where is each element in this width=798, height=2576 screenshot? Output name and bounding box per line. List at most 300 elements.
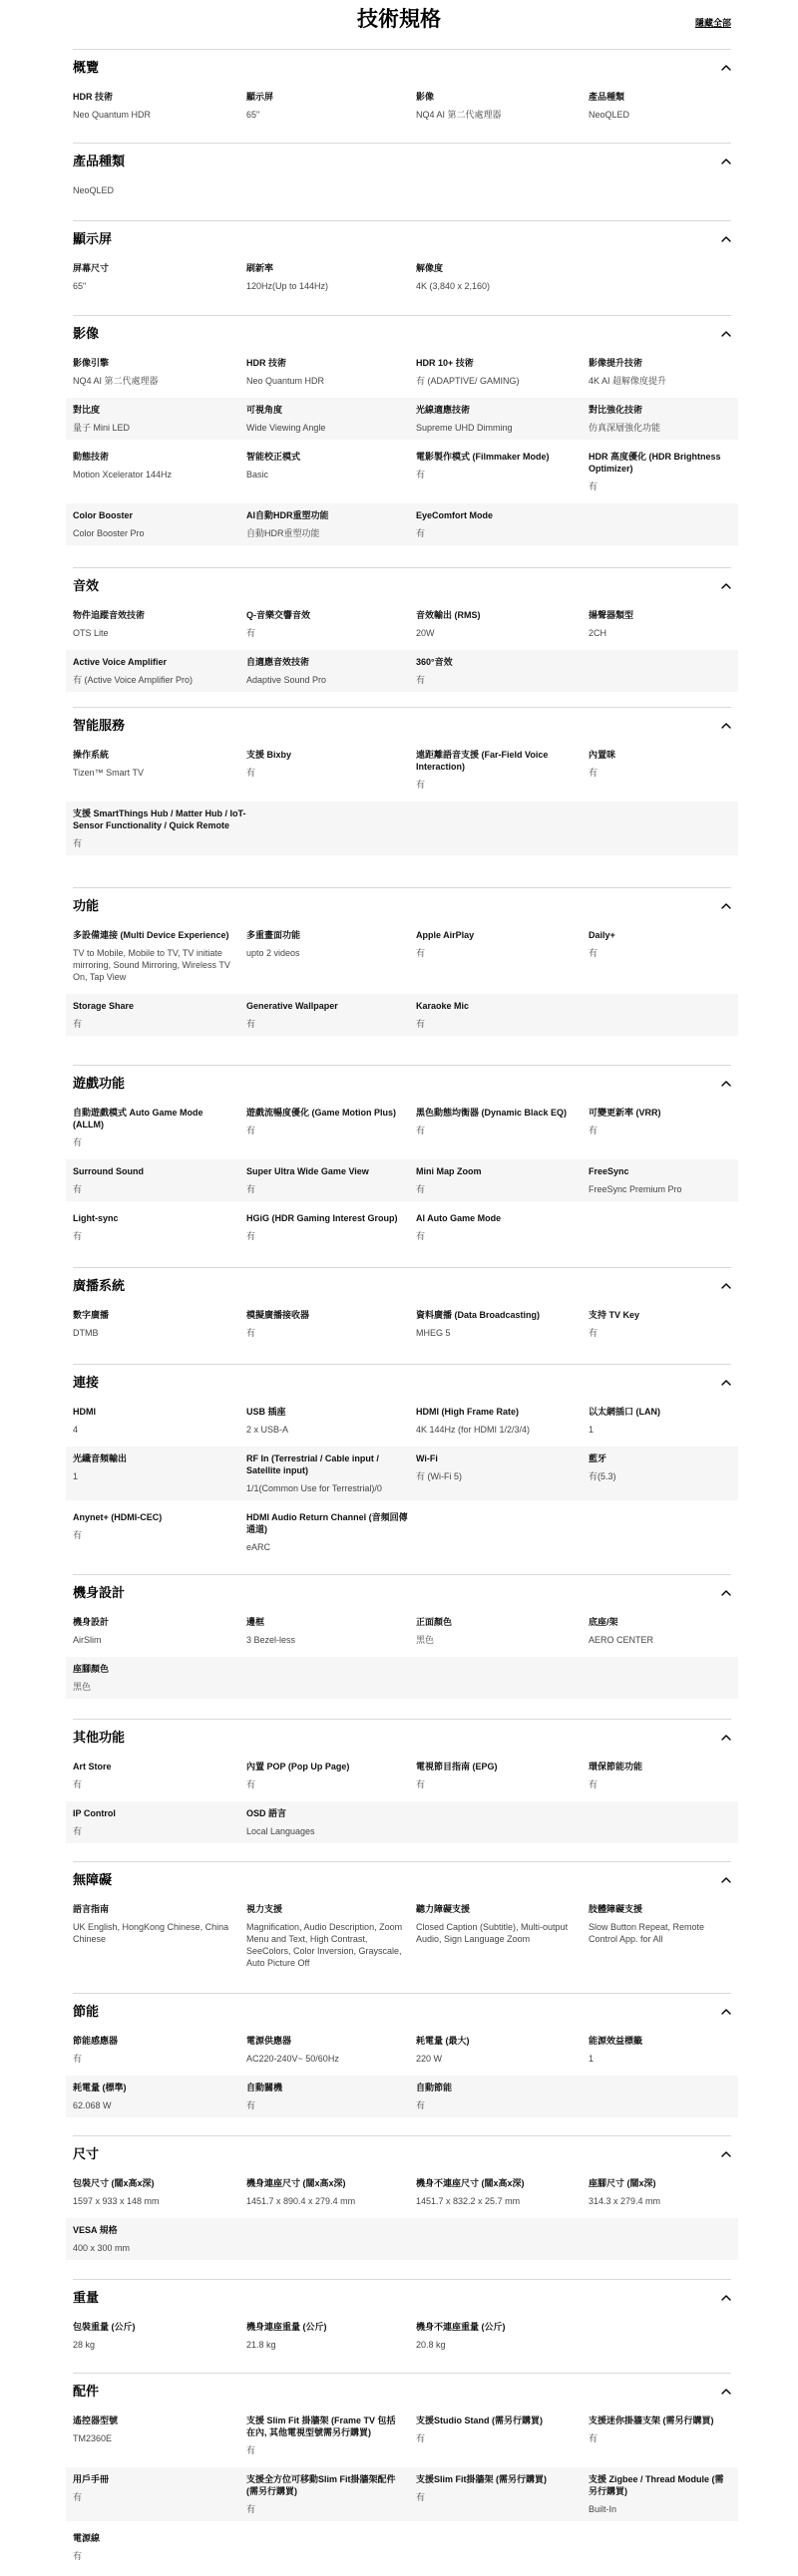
chevron-up-icon[interactable] bbox=[721, 901, 731, 911]
spec-item bbox=[589, 749, 731, 791]
spec-row bbox=[66, 1897, 738, 1975]
spec-label: 機身不連座尺寸 (闊x高x深) bbox=[416, 2178, 525, 2188]
spec-value: 1 bbox=[589, 2054, 595, 2064]
spec-value: UK English, HongKong Chinese, China Chinese bbox=[73, 1922, 229, 1944]
spec-label: 遠距離語音支援 (Far-Field Voice Interaction) bbox=[416, 750, 549, 772]
chevron-up-icon[interactable] bbox=[721, 1378, 731, 1388]
spec-section bbox=[73, 1065, 731, 1253]
section-title[interactable]: 音效 bbox=[73, 578, 100, 593]
spec-section bbox=[73, 2373, 731, 2573]
spec-rows bbox=[73, 603, 731, 692]
spec-row bbox=[66, 650, 738, 692]
section-header[interactable] bbox=[73, 1075, 731, 1093]
spec-value: 1/1(Common Use for Terrestrial)/0 bbox=[246, 1483, 382, 1493]
spec-value: 有 bbox=[73, 2551, 83, 2561]
spec-item bbox=[416, 404, 589, 434]
spec-item bbox=[589, 1452, 731, 1494]
spec-label: Storage Share bbox=[73, 1001, 135, 1011]
spec-label: 自動節能 bbox=[416, 2083, 453, 2093]
chevron-up-icon[interactable] bbox=[721, 1588, 731, 1598]
chevron-up-icon[interactable] bbox=[721, 1281, 731, 1291]
section-title[interactable]: 廣播系統 bbox=[73, 1278, 126, 1293]
spec-label: 電視節目指南 (EPG) bbox=[416, 1762, 498, 1771]
spec-section bbox=[73, 1993, 731, 2122]
spec-label: HDR 技術 bbox=[73, 92, 113, 102]
spec-item bbox=[589, 1761, 731, 1790]
spec-row bbox=[66, 178, 738, 202]
spec-value: eARC bbox=[246, 1542, 271, 1552]
spec-row bbox=[66, 351, 738, 393]
spec-item bbox=[73, 1000, 246, 1030]
spec-value: 有 bbox=[73, 1530, 83, 1540]
spec-section bbox=[73, 1364, 731, 1564]
spec-rows bbox=[73, 743, 731, 855]
spec-item bbox=[246, 1406, 416, 1436]
spec-section bbox=[73, 220, 731, 303]
spec-item bbox=[73, 609, 246, 639]
spec-item bbox=[73, 2177, 246, 2207]
spec-label: HDR 技術 bbox=[246, 358, 286, 368]
spec-label: Apple AirPlay bbox=[416, 930, 475, 940]
spec-value: 有 bbox=[416, 1019, 426, 1029]
spec-label: 音效輸出 (RMS) bbox=[416, 610, 481, 620]
spec-item bbox=[73, 1761, 246, 1790]
spec-section bbox=[73, 315, 731, 550]
spec-label: 模擬廣播接收器 bbox=[246, 1310, 310, 1320]
spec-value: Color Booster Pro bbox=[73, 528, 145, 538]
spec-item bbox=[73, 1165, 246, 1195]
spec-item bbox=[73, 2082, 246, 2111]
spec-item bbox=[246, 451, 416, 492]
spec-value: 有 bbox=[246, 1231, 256, 1241]
spec-label: Mini Map Zoom bbox=[416, 1166, 482, 1176]
spec-value: 有 (ADAPTIVE/ GAMING) bbox=[416, 376, 520, 386]
spec-label: 動態技術 bbox=[73, 452, 110, 462]
spec-value: 有 bbox=[246, 1019, 256, 1029]
spec-label: 包裝尺寸 (闊x高x深) bbox=[73, 2178, 155, 2188]
spec-item bbox=[246, 929, 416, 983]
spec-label: 支援迷你掛牆支架 (需另行購買) bbox=[589, 2415, 714, 2425]
spec-item bbox=[246, 1107, 416, 1148]
spec-row bbox=[66, 398, 738, 440]
spec-label: 可變更新率 (VRR) bbox=[589, 1108, 661, 1118]
spec-item bbox=[589, 91, 731, 121]
spec-item bbox=[246, 2415, 416, 2456]
section-title[interactable]: 功能 bbox=[73, 898, 100, 913]
spec-item bbox=[589, 1165, 731, 1195]
spec-label: 對比度 bbox=[73, 405, 101, 415]
section-title[interactable]: 顯示屏 bbox=[73, 231, 113, 246]
spec-value: 有 bbox=[246, 768, 256, 778]
spec-value: NeoQLED bbox=[73, 185, 115, 195]
spec-label: 耗電量 (最大) bbox=[416, 2036, 470, 2046]
spec-item bbox=[246, 2473, 416, 2515]
spec-label: 內置 POP (Pop Up Page) bbox=[246, 1762, 350, 1771]
chevron-up-icon[interactable] bbox=[721, 63, 731, 73]
spec-label: 解像度 bbox=[416, 263, 444, 273]
spec-value: 有 bbox=[416, 780, 426, 790]
section-title[interactable]: 遊戲功能 bbox=[73, 1076, 126, 1091]
spec-value: Wide Viewing Angle bbox=[246, 423, 326, 433]
spec-row bbox=[66, 445, 738, 498]
spec-value: 有 bbox=[416, 2433, 426, 2443]
spec-item bbox=[73, 1663, 246, 1693]
section-header[interactable] bbox=[73, 2383, 731, 2401]
spec-rows bbox=[73, 2409, 731, 2568]
section-header[interactable] bbox=[73, 1584, 731, 1602]
section-title[interactable]: 其他功能 bbox=[73, 1730, 126, 1745]
spec-value: OTS Lite bbox=[73, 628, 109, 638]
spec-value: TV to Mobile, Mobile to TV, TV initiate mirroring, Sound Mirroring, Wireless TV On, Tap View bbox=[73, 948, 230, 982]
spec-item bbox=[246, 1616, 416, 1646]
spec-label: Anynet+ (HDMI-CEC) bbox=[73, 1512, 163, 1522]
spec-label: VESA 規格 bbox=[73, 2225, 118, 2235]
spec-label: 多重畫面功能 bbox=[246, 930, 301, 940]
spec-item bbox=[73, 1212, 246, 1242]
spec-item bbox=[416, 1165, 589, 1195]
spec-label: 內置咪 bbox=[589, 750, 616, 760]
spec-label: Surround Sound bbox=[73, 1166, 144, 1176]
spec-item bbox=[416, 509, 589, 539]
section-title[interactable]: 節能 bbox=[73, 2004, 100, 2019]
spec-row bbox=[66, 1101, 738, 1154]
chevron-up-icon[interactable] bbox=[721, 2293, 731, 2303]
spec-label: 支援 Slim Fit 掛牆架 (Frame TV 包括在內, 其他電視型號需另行購買) bbox=[246, 2415, 396, 2437]
collapse-all-link[interactable]: 隱藏全部 bbox=[694, 18, 731, 28]
spec-item bbox=[73, 262, 246, 292]
spec-value: 有 bbox=[73, 1019, 83, 1029]
spec-item bbox=[73, 929, 246, 983]
section-title[interactable]: 重量 bbox=[73, 2290, 100, 2305]
spec-label: IP Control bbox=[73, 1808, 116, 1818]
section-header[interactable] bbox=[73, 2003, 731, 2021]
spec-value: 28 kg bbox=[73, 2340, 96, 2350]
spec-row bbox=[66, 1505, 738, 1559]
spec-label: 聽力障礙支援 bbox=[416, 1904, 471, 1914]
spec-row bbox=[66, 994, 738, 1036]
spec-label: 以太網插口 (LAN) bbox=[589, 1407, 660, 1417]
spec-label: 藍牙 bbox=[589, 1453, 607, 1463]
spec-label: 電源供應器 bbox=[246, 2036, 292, 2046]
spec-value: 黑色 bbox=[416, 1635, 435, 1645]
spec-value: 有 bbox=[73, 1184, 83, 1194]
spec-label: 可視角度 bbox=[246, 405, 283, 415]
section-header[interactable] bbox=[73, 59, 731, 77]
spec-label: Light-sync bbox=[73, 1213, 119, 1223]
spec-section bbox=[73, 143, 731, 207]
spec-value: 65" bbox=[246, 110, 260, 120]
spec-row bbox=[66, 1755, 738, 1796]
spec-item bbox=[246, 357, 416, 387]
spec-label: 360°音效 bbox=[416, 657, 453, 667]
spec-item bbox=[246, 2082, 416, 2111]
section-header[interactable] bbox=[73, 1871, 731, 1889]
spec-item bbox=[416, 1309, 589, 1339]
spec-label: 電影製作模式 (Filmmaker Mode) bbox=[416, 452, 550, 462]
spec-label: 電源線 bbox=[73, 2533, 101, 2543]
spec-value: 有 bbox=[416, 1184, 426, 1194]
spec-label: 能源效益標籤 bbox=[589, 2036, 643, 2046]
spec-row bbox=[66, 2171, 738, 2213]
section-header[interactable] bbox=[73, 1277, 731, 1295]
spec-item bbox=[246, 91, 416, 121]
spec-value: 65" bbox=[73, 281, 87, 291]
spec-row bbox=[66, 503, 738, 545]
spec-item bbox=[416, 1212, 589, 1242]
spec-value: 2CH bbox=[589, 628, 607, 638]
spec-label: Q-音樂交響音效 bbox=[246, 610, 310, 620]
spec-rows bbox=[73, 1101, 731, 1248]
chevron-up-icon[interactable] bbox=[721, 234, 731, 244]
spec-item bbox=[246, 1309, 416, 1339]
spec-label: OSD 語言 bbox=[246, 1808, 287, 1818]
spec-item bbox=[246, 1903, 416, 1969]
spec-value: 1597 x 933 x 148 mm bbox=[73, 2196, 160, 2206]
spec-value: 有 bbox=[416, 2100, 426, 2110]
spec-label: 環保節能功能 bbox=[589, 1762, 643, 1771]
spec-item bbox=[73, 1107, 246, 1148]
spec-value: 有 bbox=[589, 948, 598, 958]
spec-value: 有 (Active Voice Amplifier Pro) bbox=[73, 675, 194, 685]
spec-rows bbox=[73, 1303, 731, 1345]
spec-label: 底座/架 bbox=[589, 1617, 618, 1627]
spec-label: 屏幕尺寸 bbox=[73, 263, 110, 273]
spec-section bbox=[73, 1574, 731, 1704]
spec-value: 1 bbox=[73, 1471, 79, 1481]
chevron-up-icon[interactable] bbox=[721, 1079, 731, 1089]
spec-item bbox=[246, 1761, 416, 1790]
spec-value: 有 bbox=[246, 628, 256, 638]
section-header[interactable] bbox=[73, 897, 731, 915]
spec-item bbox=[246, 262, 416, 292]
spec-section bbox=[73, 2135, 731, 2265]
chevron-up-icon[interactable] bbox=[721, 2387, 731, 2397]
spec-rows bbox=[73, 351, 731, 545]
spec-section bbox=[73, 887, 731, 1041]
spec-label: FreeSync bbox=[589, 1166, 629, 1176]
spec-item bbox=[589, 1309, 731, 1339]
section-header[interactable] bbox=[73, 1729, 731, 1747]
spec-label: 數字廣播 bbox=[73, 1310, 110, 1320]
spec-item bbox=[73, 2321, 246, 2351]
spec-value: Motion Xcelerator 144Hz bbox=[73, 470, 173, 480]
spec-item bbox=[73, 1309, 246, 1339]
spec-label: 資料廣播 (Data Broadcasting) bbox=[416, 1310, 541, 1320]
spec-value: FreeSync Premium Pro bbox=[589, 1184, 682, 1194]
spec-section bbox=[73, 1267, 731, 1350]
spec-value: 2 x USB-A bbox=[246, 1425, 289, 1435]
spec-item bbox=[246, 609, 416, 639]
spec-label: 語言指南 bbox=[73, 1904, 110, 1914]
chevron-up-icon[interactable] bbox=[721, 581, 731, 591]
spec-label: 支援全方位可移動Slim Fit掛牆架配件 (需另行購買) bbox=[246, 2474, 396, 2496]
spec-label: HDR 10+ 技術 bbox=[416, 358, 474, 368]
spec-label: 智能校正模式 bbox=[246, 452, 301, 462]
spec-label: Daily+ bbox=[589, 930, 615, 940]
spec-value: 有 bbox=[416, 2492, 426, 2502]
spec-rows bbox=[73, 178, 731, 202]
section-title[interactable]: 概覽 bbox=[73, 60, 100, 75]
spec-label: HGiG (HDR Gaming Interest Group) bbox=[246, 1213, 398, 1223]
spec-item bbox=[416, 91, 589, 121]
section-title[interactable]: 無障礙 bbox=[73, 1872, 113, 1887]
spec-value: 有 bbox=[73, 1137, 83, 1147]
spec-value: NQ4 AI 第二代處理器 bbox=[73, 376, 159, 386]
spec-value: Neo Quantum HDR bbox=[246, 376, 325, 386]
spec-value: Magnification, Audio Description, Zoom Menu and Text, High Contrast, SeeColors, Color Inversion, Grayscale, Auto Picture Off bbox=[246, 1922, 403, 1968]
section-header[interactable] bbox=[73, 1374, 731, 1392]
spec-label: Active Voice Amplifier bbox=[73, 657, 168, 667]
spec-row bbox=[66, 802, 738, 855]
spec-rows bbox=[73, 1755, 731, 1843]
spec-item bbox=[416, 609, 589, 639]
spec-item bbox=[73, 656, 246, 686]
spec-item bbox=[73, 2415, 246, 2456]
section-header[interactable] bbox=[73, 577, 731, 595]
spec-value: Neo Quantum HDR bbox=[73, 110, 152, 120]
spec-item bbox=[246, 1165, 416, 1195]
spec-item bbox=[416, 357, 589, 387]
spec-label: HDMI (High Frame Rate) bbox=[416, 1407, 520, 1417]
spec-label: HDMI Audio Return Channel (音頻回傳通道) bbox=[246, 1512, 408, 1534]
spec-label: 支援 SmartThings Hub / Matter Hub / IoT-Sensor Functionality / Quick Remote bbox=[73, 808, 246, 830]
chevron-up-icon[interactable] bbox=[721, 329, 731, 339]
spec-rows bbox=[73, 2029, 731, 2117]
spec-value: 黑色 bbox=[73, 1682, 92, 1692]
spec-label: 肢體障礙支援 bbox=[589, 1904, 643, 1914]
spec-row bbox=[66, 1610, 738, 1652]
spec-label: 影像引擎 bbox=[73, 358, 110, 368]
section-header[interactable] bbox=[73, 717, 731, 735]
spec-item bbox=[589, 1406, 731, 1436]
spec-item bbox=[416, 2035, 589, 2065]
spec-item bbox=[416, 2321, 589, 2351]
spec-label: 操作系統 bbox=[73, 750, 110, 760]
spec-value: AirSlim bbox=[73, 1635, 102, 1645]
spec-label: 支援 Bixby bbox=[246, 750, 292, 760]
spec-row bbox=[66, 85, 738, 127]
section-header[interactable] bbox=[73, 2145, 731, 2163]
spec-value: 有(5.3) bbox=[589, 1471, 616, 1481]
chevron-up-icon[interactable] bbox=[721, 1733, 731, 1743]
spec-item bbox=[246, 2035, 416, 2065]
section-title[interactable]: 連接 bbox=[73, 1375, 100, 1390]
spec-section bbox=[73, 1861, 731, 1980]
spec-section bbox=[73, 707, 731, 860]
section-title[interactable]: 尺寸 bbox=[73, 2146, 100, 2161]
spec-value: AERO CENTER bbox=[589, 1635, 654, 1645]
spec-value: Tizen™ Smart TV bbox=[73, 768, 145, 778]
chevron-up-icon[interactable] bbox=[721, 1875, 731, 1885]
spec-label: 光線適應技術 bbox=[416, 405, 471, 415]
section-title[interactable]: 產品種類 bbox=[73, 154, 126, 168]
spec-label: Generative Wallpaper bbox=[246, 1001, 338, 1011]
spec-value: Slow Button Repeat, Remote Control App. for All bbox=[589, 1922, 705, 1944]
spec-value: Local Languages bbox=[246, 1826, 315, 1836]
spec-label: 多設備連接 (Multi Device Experience) bbox=[73, 930, 229, 940]
spec-value: AC220-240V~ 50/60Hz bbox=[246, 2054, 339, 2064]
spec-value: 有 bbox=[589, 2433, 598, 2443]
spec-item bbox=[73, 2532, 246, 2562]
spec-value: 有 bbox=[73, 2054, 83, 2064]
spec-label: Art Store bbox=[73, 1762, 112, 1771]
spec-value: 20W bbox=[416, 628, 435, 638]
spec-item bbox=[246, 1807, 416, 1837]
spec-label: 影像 bbox=[416, 92, 435, 102]
spec-item bbox=[416, 929, 589, 983]
spec-label: 自動遊戲模式 Auto Game Mode (ALLM) bbox=[73, 1108, 203, 1129]
spec-label: 機身連座重量 (公斤) bbox=[246, 2322, 327, 2332]
spec-label: AI Auto Game Mode bbox=[416, 1213, 502, 1223]
spec-value: TM2360E bbox=[73, 2433, 113, 2443]
spec-item bbox=[73, 91, 246, 121]
spec-label: 顯示屏 bbox=[246, 92, 274, 102]
spec-item bbox=[416, 749, 589, 791]
spec-row bbox=[66, 2218, 738, 2260]
spec-value: Built-In bbox=[589, 2504, 617, 2514]
spec-value: 有 bbox=[246, 2445, 256, 2455]
section-header[interactable] bbox=[73, 153, 731, 170]
spec-item bbox=[73, 807, 246, 849]
spec-item bbox=[73, 1616, 246, 1646]
section-header[interactable] bbox=[73, 325, 731, 343]
spec-row bbox=[66, 1447, 738, 1500]
spec-value: Basic bbox=[246, 470, 269, 480]
spec-value: 20.8 kg bbox=[416, 2340, 446, 2350]
section-title[interactable]: 配件 bbox=[73, 2384, 100, 2399]
spec-item bbox=[73, 357, 246, 387]
spec-value: upto 2 videos bbox=[246, 948, 300, 958]
spec-value: NeoQLED bbox=[589, 110, 630, 120]
chevron-up-icon[interactable] bbox=[721, 721, 731, 731]
spec-row bbox=[66, 1400, 738, 1442]
spec-item bbox=[73, 184, 246, 196]
spec-item bbox=[589, 929, 731, 983]
spec-value: 有 bbox=[73, 838, 83, 848]
spec-value: 有 bbox=[246, 1328, 256, 1338]
spec-item bbox=[246, 1000, 416, 1030]
section-header[interactable] bbox=[73, 230, 731, 248]
spec-value: 4K 144Hz (for HDMI 1/2/3/4) bbox=[416, 1425, 531, 1435]
spec-label: HDMI bbox=[73, 1407, 96, 1417]
spec-item bbox=[416, 1406, 589, 1436]
spec-label: 正面顏色 bbox=[416, 1617, 453, 1627]
spec-value: 62.068 W bbox=[73, 2100, 112, 2110]
spec-label: 耗電量 (標準) bbox=[73, 2083, 127, 2093]
spec-label: 遊戲流暢度優化 (Game Motion Plus) bbox=[246, 1108, 397, 1118]
chevron-up-icon[interactable] bbox=[721, 2149, 731, 2159]
chevron-up-icon[interactable] bbox=[721, 2007, 731, 2017]
section-title[interactable]: 影像 bbox=[73, 326, 100, 341]
spec-value: 有 bbox=[416, 528, 426, 538]
spec-label: USB 插座 bbox=[246, 1407, 286, 1417]
spec-label: 刷新率 bbox=[246, 263, 274, 273]
section-title[interactable]: 機身設計 bbox=[73, 1585, 126, 1600]
spec-value: 有 bbox=[416, 675, 426, 685]
spec-item bbox=[246, 2321, 416, 2351]
chevron-up-icon[interactable] bbox=[721, 157, 731, 166]
spec-label: EyeComfort Mode bbox=[416, 510, 494, 520]
section-header[interactable] bbox=[73, 2289, 731, 2307]
spec-item bbox=[416, 1107, 589, 1148]
spec-row bbox=[66, 1206, 738, 1248]
spec-item bbox=[416, 2177, 589, 2207]
spec-label: RF In (Terrestrial / Cable input / Satellite input) bbox=[246, 1453, 379, 1475]
spec-row bbox=[66, 603, 738, 645]
section-title[interactable]: 智能服務 bbox=[73, 718, 126, 733]
spec-item bbox=[589, 2415, 731, 2456]
spec-row bbox=[66, 2029, 738, 2071]
